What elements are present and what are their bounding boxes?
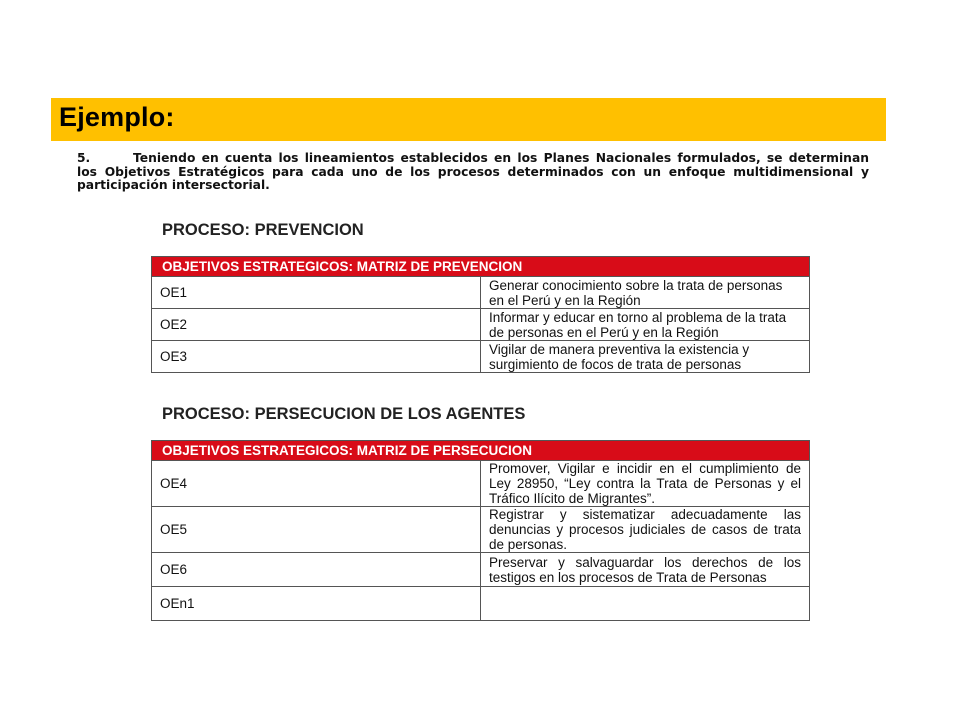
table-row <box>152 341 810 373</box>
section-title-prevencion: PROCESO: PREVENCION <box>162 221 364 239</box>
table-header-row <box>152 257 810 277</box>
objective-text: Informar y educar en torno al problema de la trata de personas en el Perú y en la Región <box>481 309 810 341</box>
matrix-prevencion-table <box>151 256 810 373</box>
objective-code: OE1 <box>152 277 481 309</box>
table-row <box>152 507 810 553</box>
objective-text: Promover, Vigilar e incidir en el cumplimiento de Ley 28950, “Ley contra la Trata de Personas y el Tráfico Ilícito de Migrantes”. <box>481 461 810 507</box>
intro-number: 5. <box>77 151 91 165</box>
objective-text <box>481 587 810 621</box>
intro-paragraph <box>77 152 869 193</box>
objective-code: OE3 <box>152 341 481 373</box>
objective-text: Generar conocimiento sobre la trata de personas en el Perú y en la Región <box>481 277 810 309</box>
table-row <box>152 587 810 621</box>
table-header-row <box>152 441 810 461</box>
table-row <box>152 553 810 587</box>
objective-code: OE5 <box>152 507 481 553</box>
objective-code: OE6 <box>152 553 481 587</box>
table-row <box>152 461 810 507</box>
objective-code: OE2 <box>152 309 481 341</box>
objective-text: Registrar y sistematizar adecuadamente las denuncias y procesos judiciales de casos de trata de personas. <box>481 507 810 553</box>
title-banner <box>51 98 886 141</box>
table-header: OBJETIVOS ESTRATEGICOS: MATRIZ DE PREVENCION <box>152 257 810 277</box>
table-header: OBJETIVOS ESTRATEGICOS: MATRIZ DE PERSECUCION <box>152 441 810 461</box>
section-title-persecucion: PROCESO: PERSECUCION DE LOS AGENTES <box>162 405 526 423</box>
objective-code: OE4 <box>152 461 481 507</box>
objective-text: Vigilar de manera preventiva la existencia y surgimiento de focos de trata de personas <box>481 341 810 373</box>
table-row <box>152 309 810 341</box>
page-title: Ejemplo: <box>59 102 175 132</box>
objective-text: Preservar y salvaguardar los derechos de los testigos en los procesos de Trata de Personas <box>481 553 810 587</box>
objective-code: OEn1 <box>152 587 481 621</box>
matrix-persecucion-table <box>151 440 810 621</box>
intro-text: Teniendo en cuenta los lineamientos establecidos en los Planes Nacionales formulados, se determinan los Objetivos Estratégicos para cada uno de los procesos determinados con un enfoque multidimensional y participación intersectorial. <box>77 151 869 192</box>
table-row <box>152 277 810 309</box>
